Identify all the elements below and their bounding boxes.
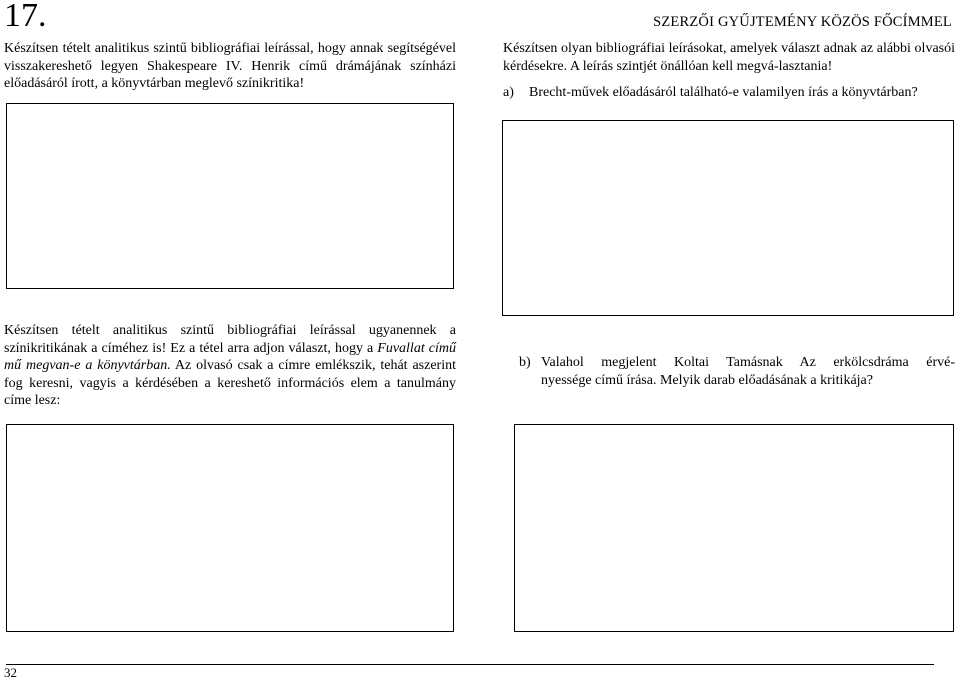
question-a-label: a): [503, 85, 514, 100]
exercise-number: 17.: [4, 0, 47, 34]
task2-text-part1: Készítsen tételt analitikus szintű bibliográfiai leírással ugyanennek a színikritikának a címéhez is! Ez a tétel arra adjon választ, hogy a: [4, 323, 456, 356]
series-title: SZERZŐI GYŰJTEMÉNY KÖZÖS FŐCÍMMEL: [653, 14, 952, 30]
left-task-title-entry: [4, 322, 456, 410]
footer-divider: [6, 664, 934, 665]
task2-text-part2: Az olvasó csak a címre emlékszik, tehát aszerint fog keresni, vagyis a kérdésében a kereshető információs elem a tanulmány címe lesz:: [4, 358, 456, 408]
question-b-line1: Valahol megjelent Koltai Tamásnak Az erkölcsdráma érvé-: [541, 355, 955, 370]
question-a: [503, 84, 955, 102]
answer-box-question-b[interactable]: [514, 424, 954, 632]
question-a-text: Brecht-művek előadásáról található-e valamilyen írás a könyvtárban?: [529, 85, 918, 100]
task2-italic-title: Fuvallat című mű megvan-e a könyvtárban.: [4, 340, 456, 373]
page-number: 32: [4, 665, 17, 680]
answer-box-analytic-entry[interactable]: [6, 103, 454, 289]
left-task-intro: Készítsen tételt analitikus szintű bibliográfiai leírással, hogy annak segítségével visszakereshető legyen Shakespeare IV. Henrik című drámájának színházi előadásáról írott, a könyvtárban meglevő színikritika!: [4, 41, 456, 91]
question-b-line2: nyessége című írása. Melyik darab előadásának a kritikája?: [541, 372, 873, 388]
answer-box-title-entry[interactable]: [6, 424, 454, 632]
right-task-intro: Készítsen olyan bibliográfiai leírásokat, amelyek választ adnak az alábbi olvasói kérdésekre. A leírás szintjét önállóan kell megvá-lasztania!: [503, 41, 955, 74]
answer-box-question-a[interactable]: [502, 120, 954, 316]
question-b-label: b): [519, 355, 531, 370]
question-b: [519, 354, 955, 389]
